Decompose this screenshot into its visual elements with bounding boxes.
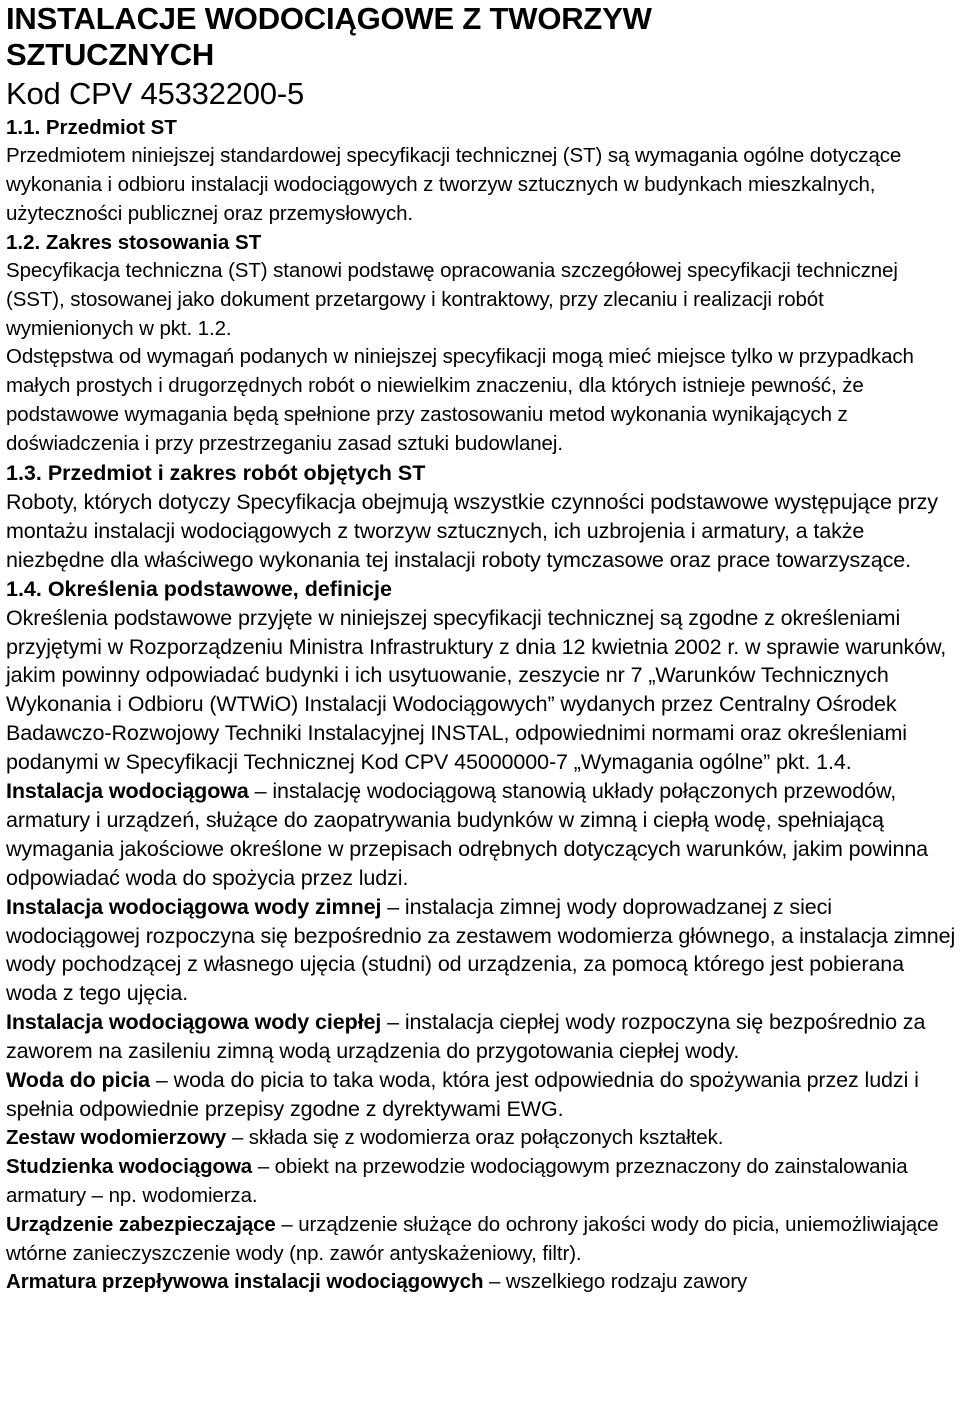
- definition-studzienka-wodociagowa: [6, 1153, 956, 1211]
- definition-term: Woda do picia: [6, 1068, 151, 1093]
- title-line-1: INSTALACJE WODOCIĄGOWE Z TWORZYW: [6, 1, 652, 36]
- definition-term: Urządzenie zabezpieczające: [6, 1212, 276, 1236]
- definition-text: – wszelkiego rodzaju zawory: [483, 1270, 748, 1294]
- definition-text: – urządzenie służące do ochrony jakości wody do picia, uniemożliwiające wtórne zanieczyszczenie wody (np. zawór antyskażeniowy, filtr).: [6, 1212, 939, 1265]
- document-title: [6, 0, 956, 38]
- document-title-continued: [6, 36, 956, 74]
- document-page: [6, 0, 956, 1297]
- definition-instalacja-wody-zimnej: [6, 893, 956, 1009]
- definition-text: – woda do picia to taka woda, która jest odpowiednia do spożywania przez ludzi i spełnia odpowiednie przepisy zgodne z dyrektywami EWG.: [6, 1068, 919, 1121]
- definition-text: – instalacja zimnej wody doprowadzanej z sieci wodociągowej rozpoczyna się bezpośrednio za zestawem wodomierza głównego, a instalacja zimnej wody pochodzącej z własnego ujęcia (studni) od urządzenia, za pomocą którego jest pobierana woda z tego ujęcia.: [6, 894, 956, 1006]
- definition-term: Instalacja wodociągowa wody zimnej: [6, 894, 382, 919]
- definition-term: Instalacja wodociągowa wody ciepłej: [6, 1010, 382, 1035]
- section-1-1-heading: 1.1. Przedmiot ST: [6, 116, 177, 139]
- section-1-2-body-1: Specyfikacja techniczna (ST) stanowi podstawę opracowania szczegółowej specyfikacji technicznej (SST), stosowanej jako dokument przetargowy i kontraktowy, przy zlecaniu i realizacji robót wymienionych w pkt. 1.2.: [6, 258, 898, 340]
- definition-term: Zestaw wodomierzowy: [6, 1125, 227, 1149]
- definition-text: – instalacja ciepłej wody rozpoczyna się bezpośrednio za zaworem na zasileniu zimną wodą urządzenia do przygotowania ciepłej wody.: [6, 1010, 926, 1064]
- definition-urzadzenie-zabezpieczajace: [6, 1211, 956, 1269]
- definition-instalacja-wodociagowa: [6, 777, 956, 893]
- section-1-3-heading: 1.3. Przedmiot i zakres robót objętych ST: [6, 461, 426, 486]
- section-1-3-body: Roboty, których dotyczy Specyfikacja obejmują wszystkie czynności podstawowe występujące przy montażu instalacji wodociągowych z tworzyw sztucznych, ich uzbrojenia i armatury, a także niezbędne dla właściwego wykonania tej instalacji roboty tymczasowe oraz prace towarzyszące.: [6, 489, 938, 572]
- definition-text: – obiekt na przewodzie wodociągowym przeznaczony do zainstalowania armatury – np. wodomierza.: [6, 1154, 908, 1207]
- definition-armatura-przeplywowa: [6, 1268, 956, 1297]
- definition-text: – składa się z wodomierza oraz połączonych kształtek.: [226, 1125, 724, 1149]
- section-1-4-heading: 1.4. Określenia podstawowe, definicje: [6, 576, 392, 601]
- definition-text: – instalację wodociągową stanowią układy połączonych przewodów, armatury i urządzeń, służące do zaopatrywania budynków w zimną i ciepłą wodę, spełniającą wymagania jakościowe określone w przepisach odrębnych dotyczących warunków, jakim powinna odpowiadać woda do spożycia przez ludzi.: [6, 779, 929, 890]
- definition-woda-do-picia: [6, 1066, 956, 1124]
- section-1-1-body: Przedmiotem niniejszej standardowej specyfikacji technicznej (ST) są wymagania ogólne dotyczące wykonania i odbioru instalacji wodociągowych z tworzyw sztucznych w budynkach mieszkalnych, użyteczności publicznej oraz przemysłowych.: [6, 144, 902, 225]
- section-1-2-body-2: Odstępstwa od wymagań podanych w niniejszej specyfikacji mogą mieć miejsce tylko w przypadkach małych prostych i drugorzędnych robót o niewielkim znaczeniu, dla których istnieje pewność, że podstawowe wymagania będą spełnione przy zastosowaniu metod wykonania wynikających z doświadczenia i przy przestrzeganiu zasad sztuki budowlanej.: [6, 345, 914, 456]
- definition-term: Armatura przepływowa instalacji wodociągowych: [6, 1270, 484, 1294]
- section-1-4-body: Określenia podstawowe przyjęte w niniejszej specyfikacji technicznej są zgodne z określeniami przyjętymi w Rozporządzeniu Ministra Infrastruktury z dnia 12 kwietnia 2002 r. w sprawie warunków, jakim powinny odpowiadać budynki i ich usytuowanie, zeszycie nr 7 „Warunków Technicznych Wykonania i Odbioru (WTWiO) Instalacji Wodociągowych” wydanych przez Centralny Ośrodek Badawczo-Rozwojowy Techniki Instalacyjnej INSTAL, odpowiednimi normami oraz określeniami podanymi w Specyfikacji Technicznej Kod CPV 45000000-7 „Wymagania ogólne” pkt. 1.4.: [6, 605, 947, 775]
- section-1-2-heading: 1.2. Zakres stosowania ST: [6, 230, 262, 254]
- definition-instalacja-wody-cieplej: [6, 1008, 956, 1066]
- definition-zestaw-wodomierzowy: [6, 1124, 956, 1153]
- title-line-2: SZTUCZNYCH: [6, 37, 215, 72]
- definition-term: Instalacja wodociągowa: [6, 779, 249, 804]
- cpv-code: Kod CPV 45332200-5: [6, 76, 305, 111]
- definition-term: Studzienka wodociągowa: [6, 1154, 253, 1178]
